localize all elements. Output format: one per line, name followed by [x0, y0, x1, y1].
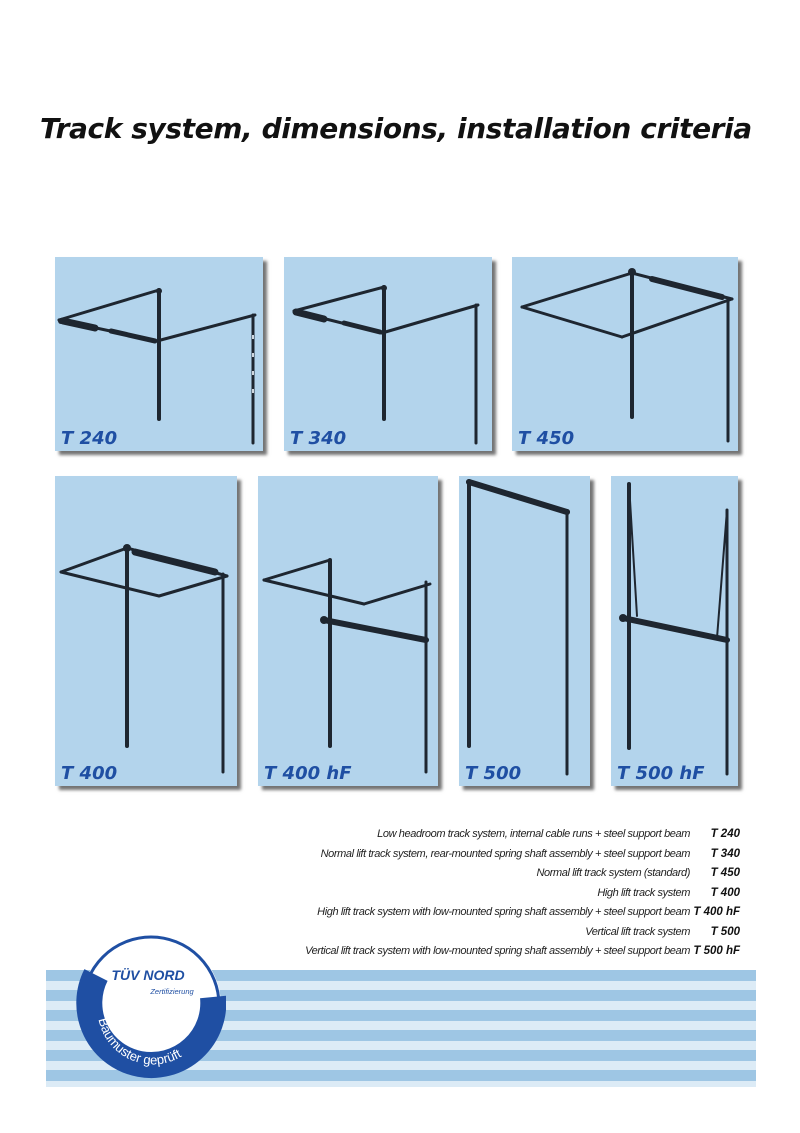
panel-label-t340: T 340 — [290, 428, 347, 449]
panel-t500 — [459, 476, 590, 786]
legend-row — [305, 887, 740, 907]
legend-code: T 240 — [710, 828, 740, 840]
legend-row — [305, 828, 740, 848]
seal-arc-textpath: Baumuster geprüft — [95, 1016, 184, 1068]
legend-desc: Normal lift track system, rear-mounted spring shaft assembly + steel support beam — [320, 847, 690, 860]
track-t400-drawing — [55, 476, 237, 786]
legend-code: T 340 — [710, 847, 740, 860]
panel-label-t400hf: T 400 hF — [264, 763, 352, 784]
panel-t400 — [55, 476, 237, 786]
legend — [305, 828, 740, 965]
track-t340-drawing — [284, 257, 492, 451]
panel-label-t500hf: T 500 hF — [617, 763, 705, 784]
track-t500hf-drawing — [611, 476, 738, 786]
panel-t500hf — [611, 476, 738, 786]
legend-row — [305, 926, 740, 946]
legend-code: T 500 — [710, 925, 740, 938]
track-t500-drawing — [459, 476, 590, 786]
legend-row — [305, 848, 740, 868]
panel-t340 — [284, 257, 492, 451]
legend-desc: Vertical lift track system with low-mounted spring shaft assembly + steel support beam — [305, 945, 690, 957]
track-t400hf-drawing — [258, 476, 438, 786]
track-t240-drawing — [55, 257, 263, 451]
legend-code: T 500 hF — [693, 945, 740, 957]
legend-desc: Low headroom track system, internal cable runs + steel support beam — [377, 828, 690, 840]
panel-t450 — [512, 257, 738, 451]
legend-desc: Normal lift track system (standard) — [536, 867, 690, 879]
legend-desc: High lift track system — [597, 886, 690, 899]
legend-desc: High lift track system with low-mounted spring shaft assembly + steel support beam — [317, 906, 690, 918]
legend-row — [305, 867, 740, 887]
panel-t240 — [55, 257, 263, 451]
seal-brand: TÜV NORD — [111, 967, 185, 983]
panel-label-t240: T 240 — [61, 428, 118, 449]
panel-label-t500: T 500 — [465, 763, 522, 784]
page-title: Track system, dimensions, installation criteria — [40, 112, 752, 145]
panel-label-t400: T 400 — [61, 763, 118, 784]
legend-row — [305, 945, 740, 965]
seal-sub: Zertifizierung — [150, 987, 194, 996]
legend-row — [305, 906, 740, 926]
legend-code: T 400 — [710, 886, 740, 899]
panel-t400hf — [258, 476, 438, 786]
legend-code: T 450 — [710, 867, 740, 879]
legend-code: T 400 hF — [693, 906, 740, 918]
legend-desc: Vertical lift track system — [585, 925, 690, 938]
panel-label-t450: T 450 — [518, 428, 575, 449]
tuv-seal — [76, 930, 226, 1080]
track-t450-drawing — [512, 257, 738, 451]
